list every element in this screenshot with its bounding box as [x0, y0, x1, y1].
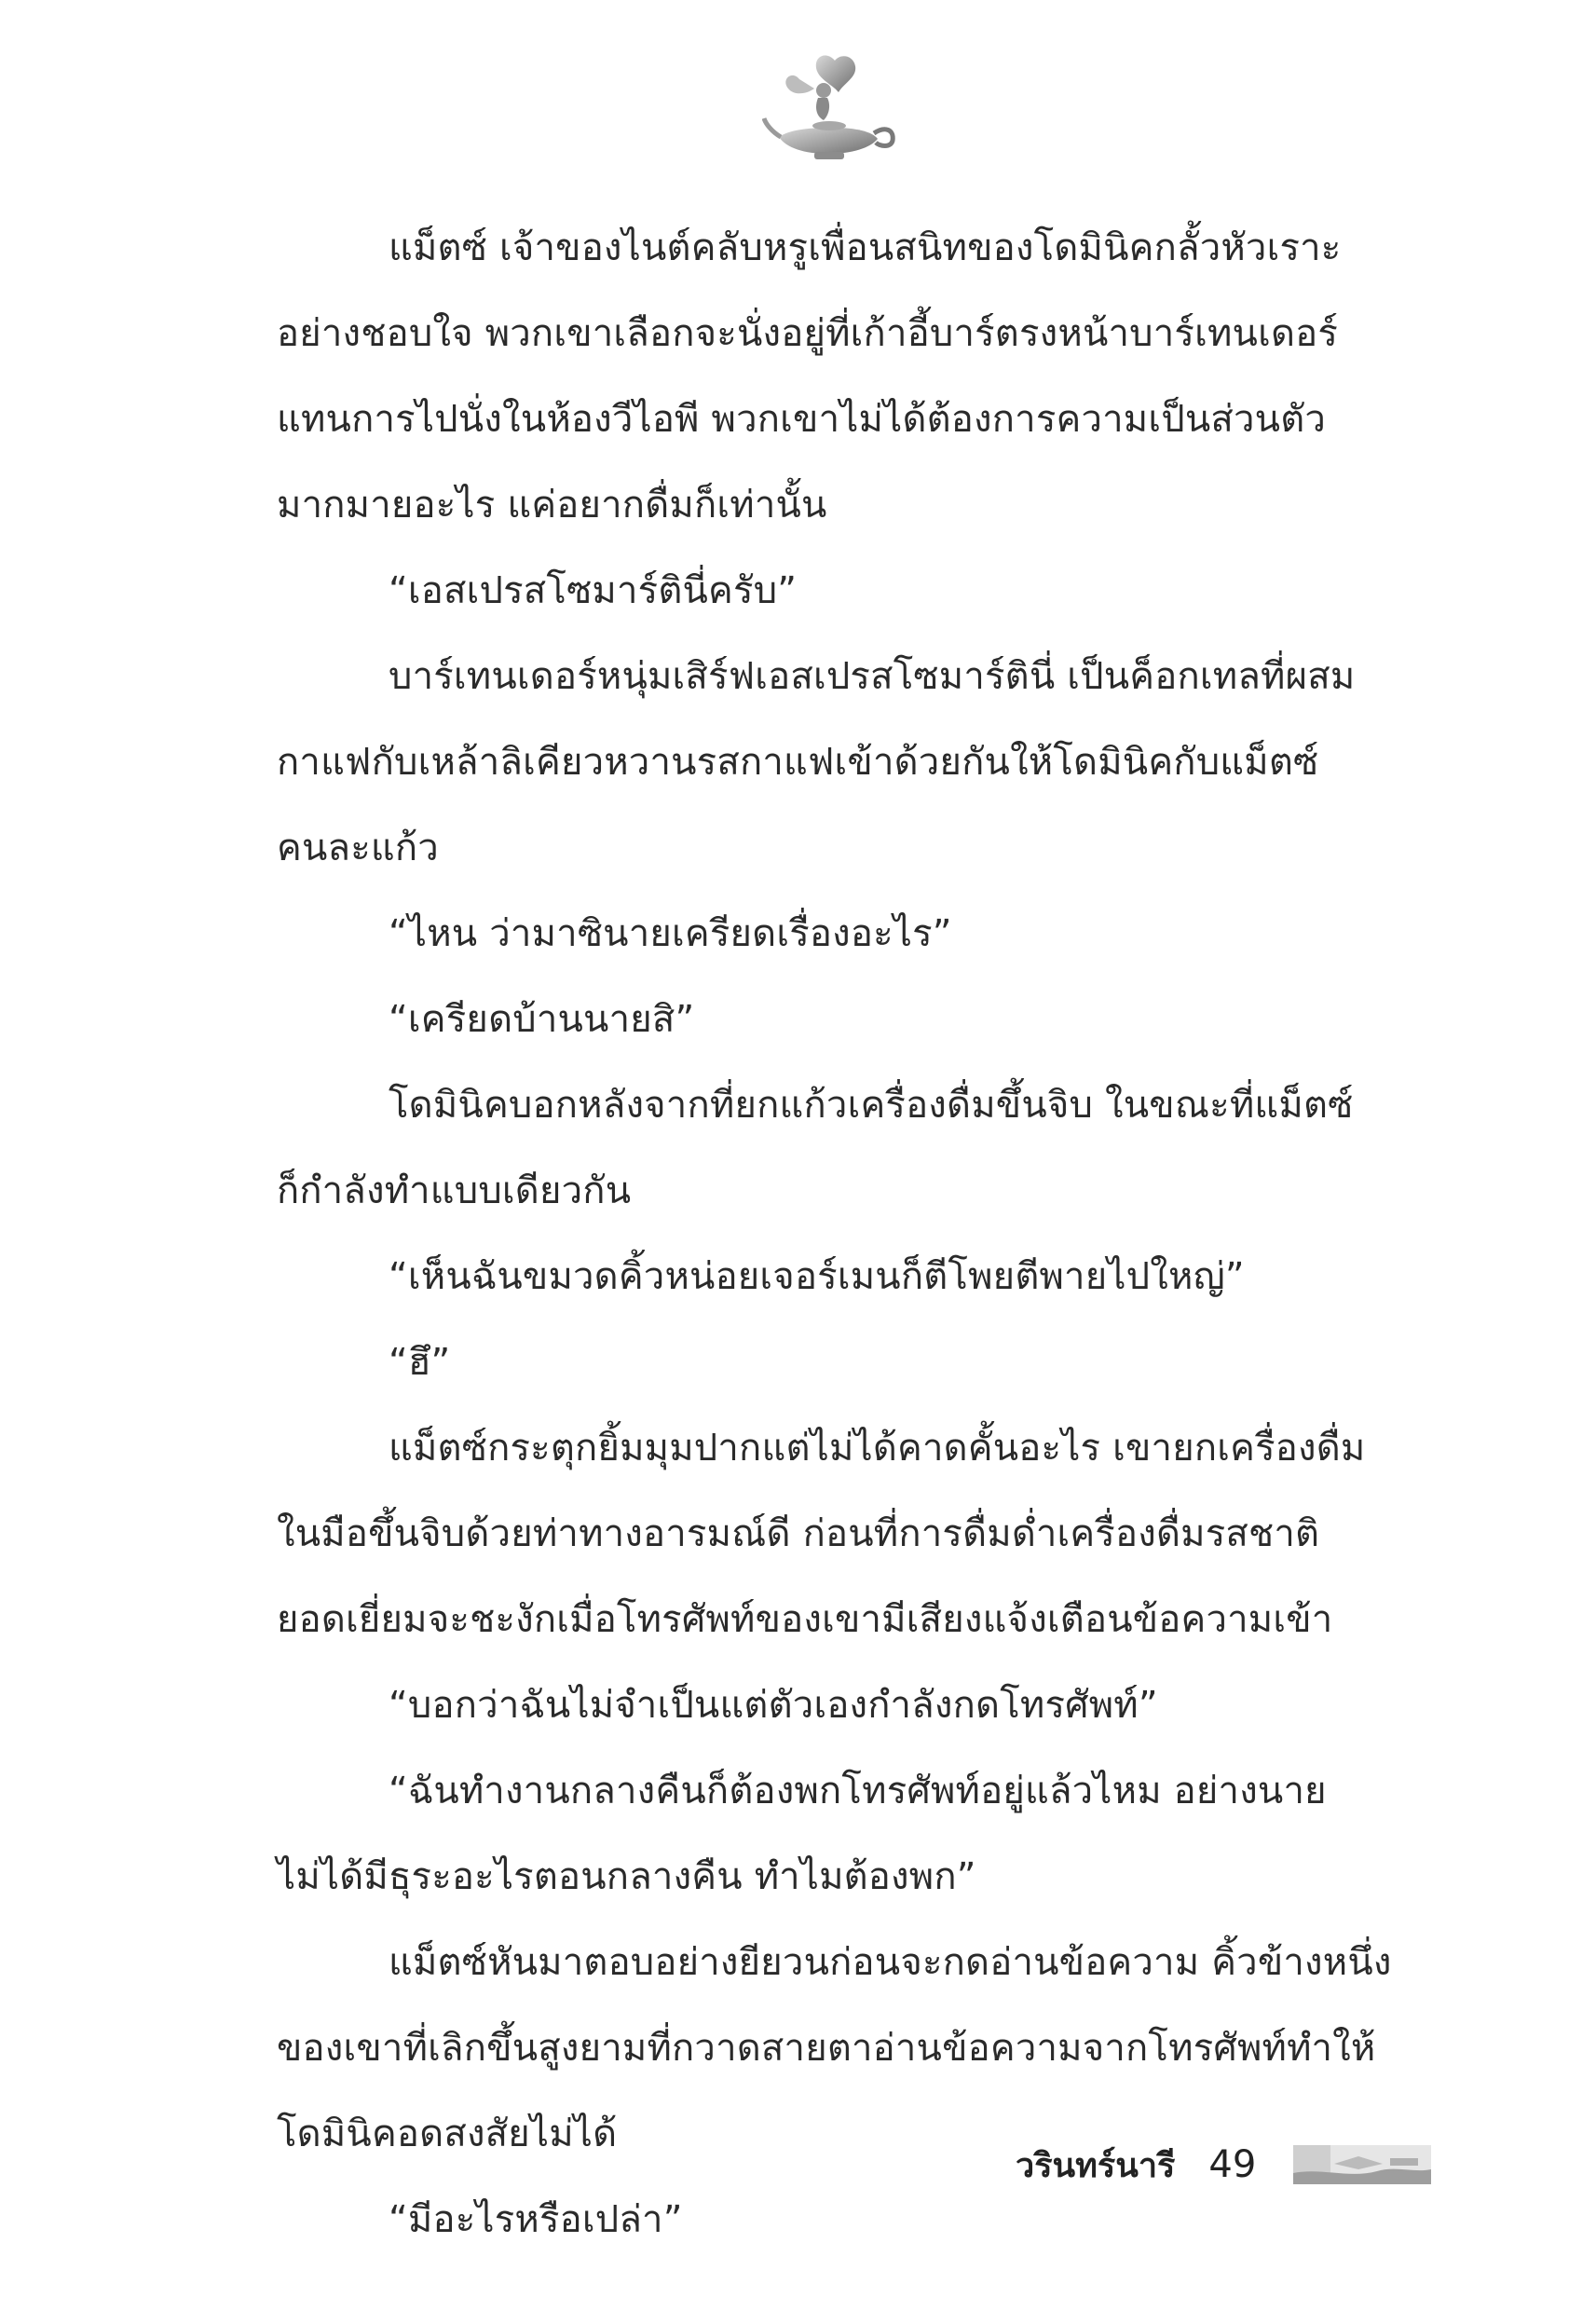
text-line: แม็ตซ์หันมาตอบอย่างยียวนก่อนจะกดอ่านข้อความ คิ้วข้างหนึ่ง	[389, 1941, 1392, 1984]
angel-teapot-ornament-icon	[762, 51, 902, 168]
book-thumbnail-icon	[1293, 2145, 1431, 2184]
text-line: โดมินิคอดสงสัยไม่ได้	[277, 2113, 618, 2155]
text-line: “บอกว่าฉันไม่จำเป็นแต่ตัวเองกำลังกดโทรศัพท์”	[389, 1684, 1158, 1727]
text-line: โดมินิคบอกหลังจากที่ยกแก้วเครื่องดื่มขึ้นจิบ ในขณะที่แม็ตซ์	[389, 1084, 1354, 1127]
text-line: คนละแก้ว	[277, 827, 439, 869]
author-name: วรินทร์นารี	[1016, 2146, 1176, 2185]
body-text	[277, 205, 1404, 2263]
page-number: 49	[1208, 2143, 1257, 2186]
text-line: อย่างชอบใจ พวกเขาเลือกจะนั่งอยู่ที่เก้าอี้บาร์ตรงหน้าบาร์เทนเดอร์	[277, 312, 1339, 355]
text-line: มากมายอะไร แค่อยากดื่มก็เท่านั้น	[277, 484, 827, 526]
text-line: “เครียดบ้านนายสิ”	[389, 998, 695, 1041]
text-line: ในมือขึ้นจิบด้วยท่าทางอารมณ์ดี ก่อนที่การดื่มด่ำเครื่องดื่มรสชาติ	[277, 1512, 1320, 1555]
text-line: แม็ตซ์ เจ้าของไนต์คลับหรูเพื่อนสนิทของโดมินิคกลั้วหัวเราะ	[389, 226, 1342, 269]
text-line: แทนการไปนั่งในห้องวีไอพี พวกเขาไม่ได้ต้องการความเป็นส่วนตัว	[277, 398, 1327, 441]
page-footer	[1016, 2132, 1431, 2197]
text-line: “ไหน ว่ามาซินายเครียดเรื่องอะไร”	[389, 912, 952, 955]
text-line: ไม่ได้มีธุระอะไรตอนกลางคืน ทำไมต้องพก”	[277, 1855, 976, 1898]
text-line: “มีอะไรหรือเปล่า”	[389, 2198, 683, 2241]
text-line: ยอดเยี่ยมจะชะงักเมื่อโทรศัพท์ของเขามีเสียงแจ้งเตือนข้อความเข้า	[277, 1598, 1333, 1641]
text-line: ก็กำลังทำแบบเดียวกัน	[277, 1169, 632, 1212]
text-line: แม็ตซ์กระตุกยิ้มมุมปากแต่ไม่ได้คาดคั้นอะไร เขายกเครื่องดื่ม	[389, 1427, 1366, 1470]
text-line: กาแฟกับเหล้าลิเคียวหวานรสกาแฟเข้าด้วยกันให้โดมินิคกับแม็ตซ์	[277, 741, 1319, 784]
text-line: บาร์เทนเดอร์หนุ่มเสิร์ฟเอสเปรสโซมาร์ตินี่ เป็นค็อกเทลที่ผสม	[389, 655, 1356, 698]
text-line: “เอสเปรสโซมาร์ตินี่ครับ”	[389, 569, 798, 612]
text-line: “ฉันทำงานกลางคืนก็ต้องพกโทรศัพท์อยู่แล้วไหม อย่างนาย	[389, 1770, 1327, 1812]
text-line: “เห็นฉันขมวดคิ้วหน่อยเจอร์เมนก็ตีโพยตีพายไปใหญ่”	[389, 1255, 1245, 1298]
text-line: “ฮึ”	[389, 1341, 451, 1384]
text-line: ของเขาที่เลิกขึ้นสูงยามที่กวาดสายตาอ่านข้อความจากโทรศัพท์ทำให้	[277, 2027, 1376, 2070]
